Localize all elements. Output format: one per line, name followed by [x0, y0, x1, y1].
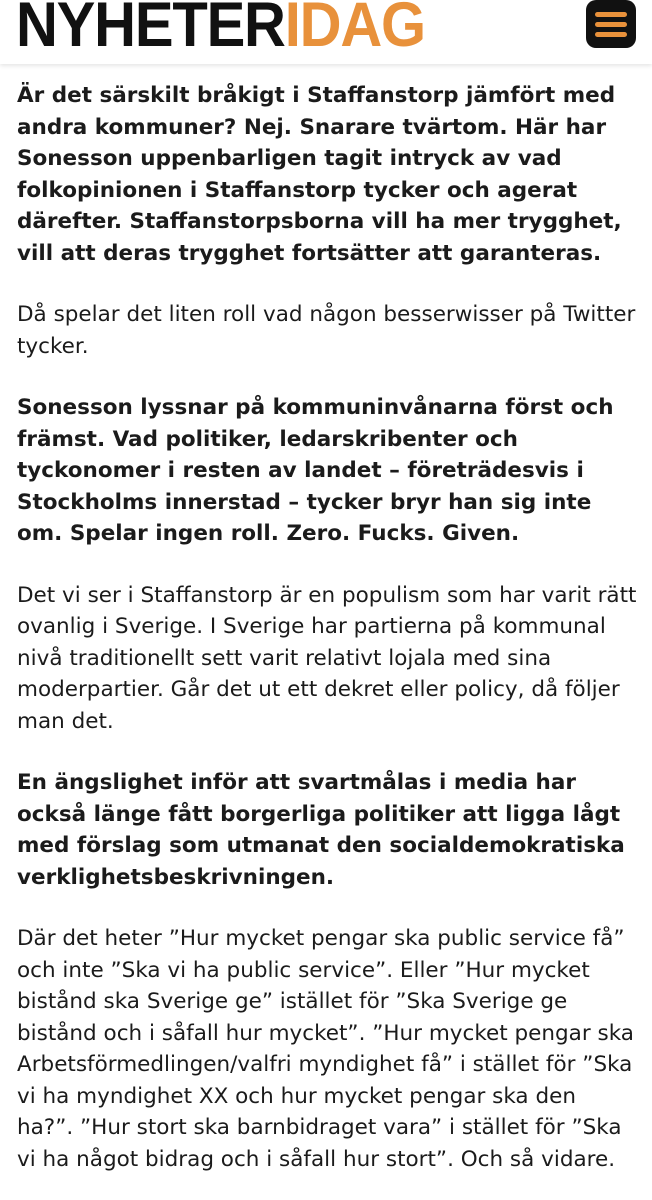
site-logo[interactable] [16, 0, 425, 60]
menu-bar [595, 12, 627, 17]
logo-text-idag: IDAG [284, 0, 425, 60]
logo-text-nyheter: NYHETER [16, 0, 285, 60]
menu-bar [595, 32, 627, 37]
article-paragraph: Det vi ser i Staffanstorp är en populism som har varit rätt ovanlig i Sverige. I Sverige har partierna på kommunal nivå traditionellt sett varit relativt lojala med sina moderpartier. Går det ut ett dekret eller policy, då följer man det. [17, 582, 637, 734]
article-paragraph: Då spelar det liten roll vad någon besserwisser på Twitter tycker. [17, 302, 636, 359]
article-paragraph: Sonesson lyssnar på kommuninvånarna först och främst. Vad politiker, ledarskribenter och tyckonomer i resten av landet – företrädesvis i Stockholms innerstad – tycker bryr han sig inte om. Spelar ingen roll. Zero. Fucks. Given. [17, 395, 614, 546]
article-paragraph: Är det särskilt bråkigt i Staffanstorp jämfört med andra kommuner? Nej. Snarare tvärtom. Här har Sonesson uppenbarligen tagit intryck av vad folkopinionen i Staffanstorp tycker och agerat därefter. Staffanstorpsborna vill ha mer trygghet, vill att deras trygghet fortsätter att garanteras. [17, 83, 622, 266]
article-paragraph: En ängslighet inför att svartmålas i media har också länge fått borgerliga politiker att ligga lågt med förslag som utmanat den socialdemokratiska verklighetsbeskrivningen. [17, 770, 625, 890]
article-body [17, 80, 637, 1175]
menu-bar [595, 22, 627, 27]
article-paragraph: Där det heter ”Hur mycket pengar ska public service få” och inte ”Ska vi ha public service”. Eller ”Hur mycket bistånd ska Sverige ge” istället för ”Ska Sverige ge bistånd och i såfall hur mycket”. ”Hur mycket pengar ska Arbetsförmedlingen/valfri myndighet få” i stället för ”Ska vi ha myndighet XX och hur mycket pengar ska den ha?”. ”Hur stort ska barnbidraget vara” i stället för ”Ska vi ha något bidrag och i såfall hur stort”. Och så vidare. [17, 926, 634, 1172]
site-header [0, 0, 652, 64]
hamburger-menu-icon[interactable] [586, 0, 636, 48]
